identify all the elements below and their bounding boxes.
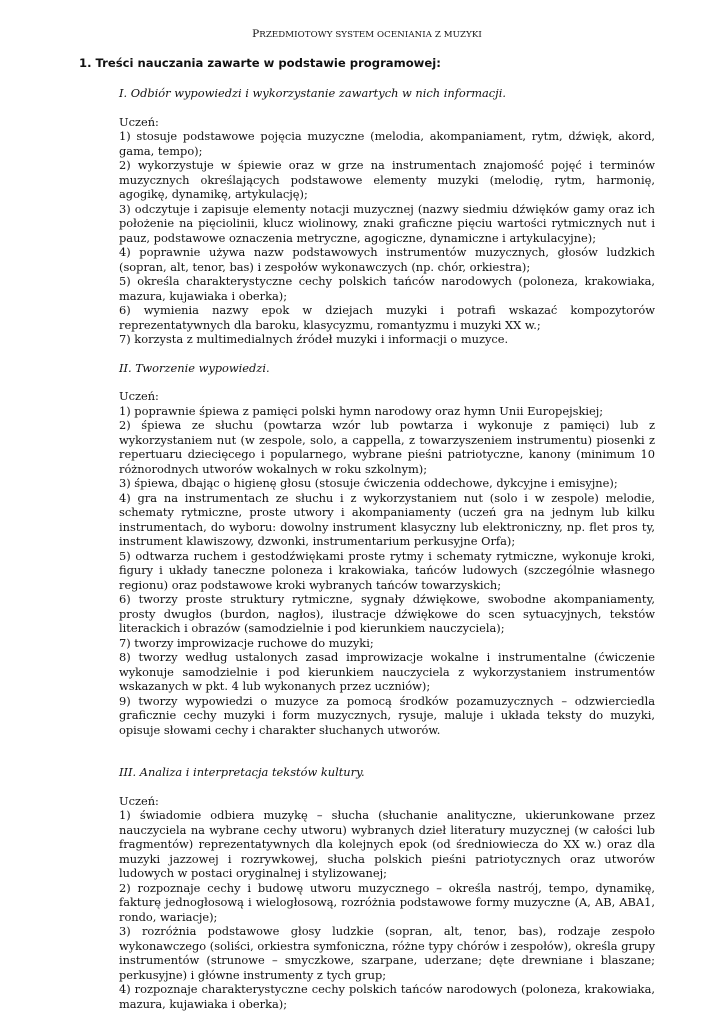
list-item: 1) świadomie odbiera muzykę – słucha (słuchanie analityczne, ukierunkowane przez nauczyciela na wybrane cechy utworu) wybranych dzieł literatury muzycznej (w całości lub fragmentów) reprezentatywnych dla kolejnych epok (od średniowiecza do XX w.) oraz dla muzyki jazzowej i rozrywkowej, słucha polskich pieśni patriotycznych oraz utworów ludowych w postaci oryginalnej i stylizowanej; xyxy=(119,808,655,880)
list-item: 1) poprawnie śpiewa z pamięci polski hymn narodowy oraz hymn Unii Europejskiej; xyxy=(119,403,604,418)
section-heading-I: I. Odbiór wypowiedzi i wykorzystanie zawartych w nich informacji. xyxy=(119,86,506,100)
section-heading-II: II. Tworzenie wypowiedzi. xyxy=(119,360,270,375)
section-main-heading: 1. Treści nauczania zawarte w podstawie programowej: xyxy=(79,56,441,70)
section-intro-I: Uczeń: xyxy=(119,114,159,129)
item-list-II xyxy=(119,404,655,738)
item-list-III xyxy=(119,808,655,1011)
list-item: 3) śpiewa, dbając o higienę głosu (stosuje ćwiczenia oddechowe, dykcyjne i emisyjne); xyxy=(119,476,618,490)
list-item: 3) odczytuje i zapisuje elementy notacji muzycznej (nazwy siedmiu dźwięków gamy oraz ich położenie na pięciolinii, klucz wiolinowy, znaki graficzne pięciu wartości rytmicznych nut i pauz, podstawowe oznaczenia metryczne, agogiczne, dynamiczne i artykulacyjne); xyxy=(119,201,655,245)
list-item: 6) tworzy proste struktury rytmiczne, sygnały dźwiękowe, swobodne akompaniamenty, prosty dwugłos (burdon, nagłos), ilustracje dźwiękowe do scen sytuacyjnych, tekstów literackich i obrazów (samodzielnie i pod kierunkiem nauczyciela); xyxy=(119,592,655,635)
list-item: 7) korzysta z multimedialnych źródeł muzyki i informacji o muzyce. xyxy=(119,332,509,346)
list-item: 4) gra na instrumentach ze słuchu i z wykorzystaniem nut (solo i w zespole) melodie, schematy rytmiczne, proste utwory i akompaniamenty (uczeń gra na jednym lub kilku instrumentach, do wyboru: dowolny instrument klasyczny lub elektroniczny, np. flet pros ty, instrument klawiszowy, dzwonki, instrumentarium perkusyjne Orfa); xyxy=(119,490,655,548)
list-item: 3) rozróżnia podstawowe głosy ludzkie (sopran, alt, tenor, bas), rodzaje zespoło wykonawczego (soliści, orkiestra symfoniczna, różne typy chórów i zespołów), określa grupy instrumentów (strunowe – smyczkowe, szarpane, uderzane; dęte drewniane i blaszane; perkusyjne) i główne instrumenty z tych grup; xyxy=(119,924,655,982)
list-item: 5) odtwarza ruchem i gestodźwiękami proste rytmy i schematy rytmiczne, wykonuje kroki, figury i układy taneczne poloneza i krakowiaka, tańców ludowych (szczególnie własnego regionu) oraz podstawowe kroki wybranych tańców towarzyskich; xyxy=(119,548,655,592)
list-item: 5) określa charakterystyczne cechy polskich tańców narodowych (poloneza, krakowiaka, mazura, kujawiaka i oberka); xyxy=(119,274,655,303)
list-item: 2) wykorzystuje w śpiewie oraz w grze na instrumentach znajomość pojęć i terminów muzycznych określających podstawowe elementy muzyki (melodię, rytm, harmonię, agogikę, dynamikę, artykulację); xyxy=(119,158,655,201)
item-list-I xyxy=(119,129,655,347)
list-item: 2) rozpoznaje cechy i budowę utworu muzycznego – określa nastrój, tempo, dynamikę, fakturę jednogłosową i wielogłosową, rozróżnia podstawowe formy muzyczne (A, AB, ABA1, rondo, wariacje); xyxy=(119,880,655,924)
list-item: 8) tworzy według ustalonych zasad improwizacje wokalne i instrumentalne (ćwiczenie wykonuje samodzielnie i pod kierunkiem nauczyciela z wykorzystaniem instrumentów wskazanych w pkt. 4 lub wykonanych przez uczniów); xyxy=(119,650,655,693)
section-intro-III: Uczeń: xyxy=(119,793,159,808)
content-body xyxy=(119,86,655,1011)
list-item: 6) wymienia nazwy epok w dziejach muzyki i potrafi wskazać kompozytorów reprezentatywnych dla baroku, klasycyzmu, romantyzmu i muzyki XX w.; xyxy=(119,303,655,332)
section-intro-II: Uczeń: xyxy=(119,389,159,403)
document-title xyxy=(79,28,655,40)
list-item: 7) tworzy improwizacje ruchowe do muzyki; xyxy=(119,635,374,650)
document-title-initial: P xyxy=(252,28,260,40)
section-heading-III: III. Analiza i interpretacja tekstów kultury. xyxy=(119,765,365,779)
list-item: 4) poprawnie używa nazw podstawowych instrumentów muzycznych, głosów ludzkich (sopran, alt, tenor, bas) i zespołów wykonawczych (np. chór, orkiestra); xyxy=(119,245,655,274)
document-title-rest: RZEDMIOTOWY SYSTEM OCENIANIA Z MUZYKI xyxy=(259,30,482,40)
list-item: 1) stosuje podstawowe pojęcia muzyczne (melodia, akompaniament, rytm, dźwięk, akord, gama, tempo); xyxy=(119,129,655,158)
list-item: 9) tworzy wypowiedzi o muzyce za pomocą środków pozamuzycznych – odzwierciedla graficznie cechy muzyki i form muzycznych, rysuje, maluje i układa teksty do muzyki, opisuje słowami cechy i charakter słuchanych utworów. xyxy=(119,693,655,737)
list-item: 2) śpiewa ze słuchu (powtarza wzór lub powtarza i wykonuje z pamięci) lub z wykorzystaniem nut (w zespole, solo, a cappella, z towarzyszeniem instrumentu) piosenki z repertuaru dziecięcego i popularnego, wybrane pieśni patriotyczne, kanony (minimum 10 różnorodnych utworów wokalnych w roku szkolnym); xyxy=(119,418,655,476)
list-item: 4) rozpoznaje charakterystyczne cechy polskich tańców narodowych (poloneza, krakowiaka, mazura, kujawiaka i oberka); xyxy=(119,982,655,1011)
